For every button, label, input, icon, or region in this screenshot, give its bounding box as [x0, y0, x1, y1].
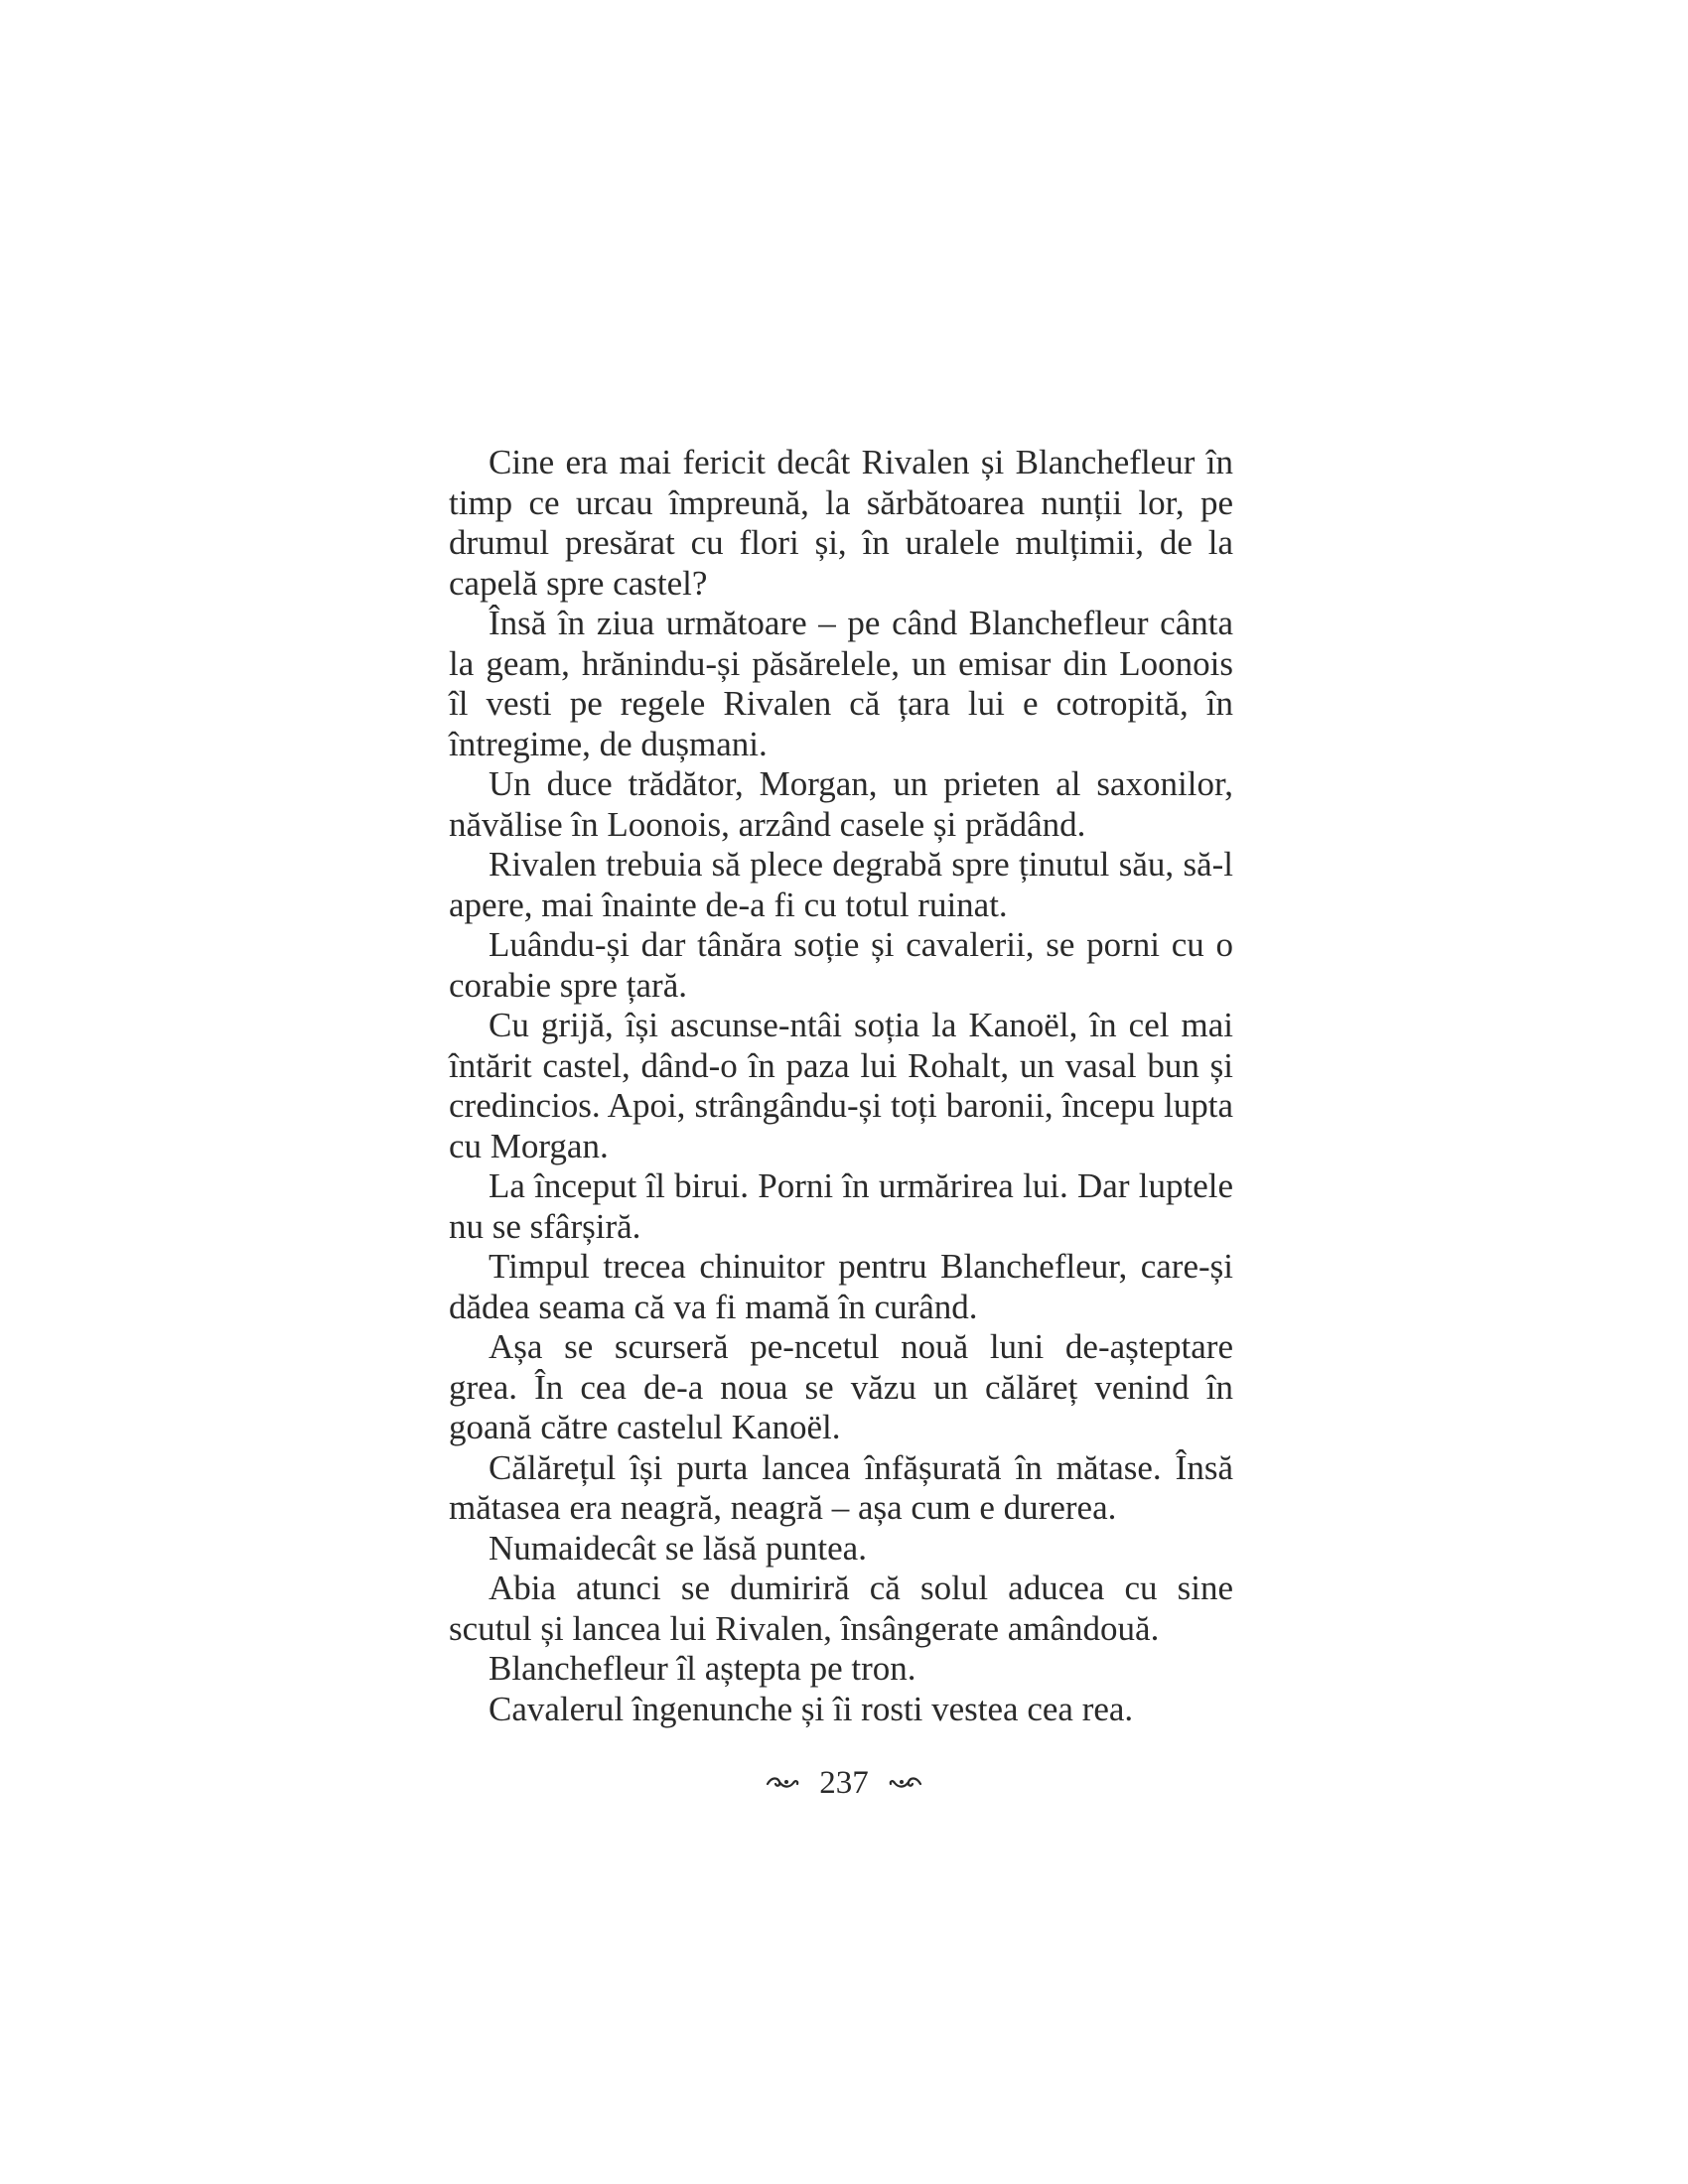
page-body	[449, 443, 1233, 1729]
fleuron-left-icon	[766, 1774, 799, 1792]
paragraph: Cu grijă, își ascunse-ntâi soția la Kanoël, în cel mai întărit castel, dând-o în paza lui Rohalt, un vasal bun și credincios. Apoi, strângându-și toți baronii, începu lupta cu Morgan.	[449, 1006, 1233, 1165]
paragraph: Timpul trecea chinuitor pentru Blanchefleur, care-și dădea seama că va fi mamă în curând.	[449, 1247, 1233, 1326]
paragraph: Așa se scurseră pe-ncetul nouă luni de-așteptare grea. În cea de-a noua se văzu un călăreț venind în goană către castelul Kanoël.	[449, 1327, 1233, 1446]
paragraph: Cine era mai fericit decât Rivalen și Blanchefleur în timp ce urcau împreună, la sărbătoarea nunții lor, pe drumul presărat cu flori și, în uralele mulțimii, de la capelă spre castel?	[449, 443, 1233, 603]
paragraph: Abia atunci se dumiriră că solul aducea cu sine scutul și lancea lui Rivalen, însângerate amândouă.	[449, 1569, 1233, 1648]
paragraph: Blanchefleur îl aștepta pe tron.	[489, 1649, 916, 1688]
paragraph: Însă în ziua următoare – pe când Blanchefleur cânta la geam, hrănindu-și păsărelele, un emisar din Loonois îl vesti pe regele Rivalen că țara lui e cotropită, în întregime, de dușmani.	[449, 604, 1233, 763]
paragraph: Călărețul își purta lancea înfășurată în mătase. Însă mătasea era neagră, neagră – așa cum e durerea.	[449, 1447, 1233, 1527]
paragraph: La început îl birui. Porni în urmărirea lui. Dar luptele nu se sfârșiră.	[449, 1166, 1233, 1246]
paragraph: Numaidecât se lăsă puntea.	[489, 1528, 867, 1568]
paragraph: Cavalerul îngenunche și îi rosti vestea cea rea.	[489, 1689, 1134, 1728]
paragraph: Luându-și dar tânăra soție și cavalerii, se porni cu o corabie spre țară.	[449, 925, 1233, 1005]
page-number: 237	[819, 1765, 869, 1801]
fleuron-right-icon	[889, 1774, 922, 1792]
paragraph: Un duce trădător, Morgan, un prieten al saxonilor, năvălise în Loonois, arzând casele și prădând.	[449, 764, 1233, 844]
paragraph: Rivalen trebuia să plece degrabă spre ținutul său, să-l apere, mai înainte de-a fi cu totul ruinat.	[449, 845, 1233, 924]
page-footer	[0, 1763, 1688, 1803]
